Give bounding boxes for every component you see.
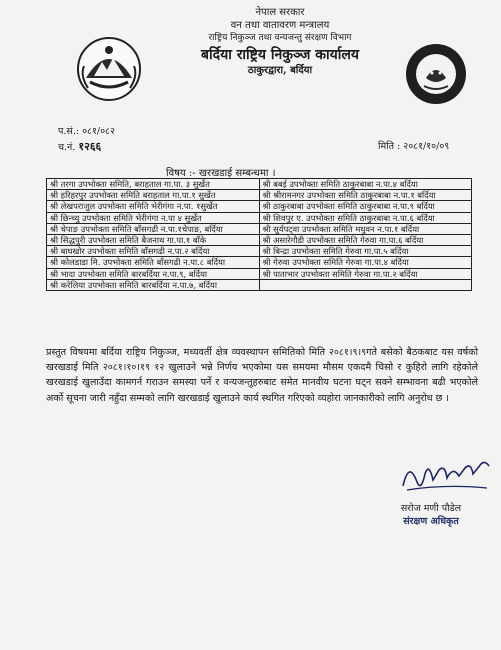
recipients-table xyxy=(46,178,472,291)
dispatch-number xyxy=(58,139,101,154)
recipient-cell: श्री श्रीरामनगर उपभोक्ता समिति ठाकुरबाबा न.पा.१ बर्दिया xyxy=(259,190,472,201)
recipient-cell: श्री ठाकुरबाबा उपभोक्ता समिति ठाकुरबाबा न.पा.९ बर्दिया xyxy=(259,201,472,212)
letter-body: प्रस्तुत विषयमा बर्दिया राष्ट्रिय निकुञ्ज, मध्यवर्ती क्षेत्र व्यवस्थापन समितिको मिति २०८१।९।९गते बसेको बैठकबाट यस वर्षको खरखडाई मिति २०८१।१०।१९ १२ खुलाउने भन्ने निर्णय भएकोमा यस समयमा मौसम एकदमै चिसो र कुहिरो लागि रहेकोले खरखडाई खुलाउँदा कामगर्न गराउन समस्या पर्ने र वन्यजन्तुहरुबाट समेत मानवीय घटना घट्न सक्ने सम्भावना बढी भएकोले अर्को सूचना जारी नहुँदा सम्मको लागि खरखडाई खुलाउने कार्य स्थगित गरिएको व्यहोरा जानकारीको लागि अनुरोध छ । xyxy=(46,347,478,404)
recipient-cell: श्री बबई उपभोक्ता समिति ठाकुरबाबा न.पा.४ बर्दिया xyxy=(259,179,472,190)
signature-icon xyxy=(395,452,495,496)
recipient-row xyxy=(47,179,472,190)
recipient-row xyxy=(47,257,472,268)
government-name: नेपाल सरकार xyxy=(255,7,305,18)
recipient-cell: श्री करेलिया उपभोक्ता समिति बारबर्दिया न.पा.७, बर्दिया xyxy=(47,279,260,290)
letter-date: मिति : २०८१/१०/०९ xyxy=(378,141,450,152)
recipient-row xyxy=(47,246,472,257)
recipient-row xyxy=(47,268,472,279)
recipient-cell: श्री गेरुवा उपभोक्ता समिति गेरुवा गा.पा.४ बर्दिया xyxy=(259,257,472,268)
reference-number: प.सं.: ०८१/०८२ xyxy=(58,126,115,137)
recipient-row xyxy=(47,279,472,290)
office-name: बर्दिया राष्ट्रिय निकुञ्ज कार्यालय xyxy=(201,47,359,63)
bardia-national-park-seal-icon xyxy=(404,42,468,106)
recipient-cell: श्री सिद्धपुरी उपभोक्ता समिति बैजनाथ गा.पा.१ बाँके xyxy=(47,234,260,245)
recipient-cell: श्री असारेगौडी उपभोक्ता समिति गेरुवा गा.पा.६ बर्दिया xyxy=(259,234,472,245)
recipient-cell: श्री शिवपुर ए. उपभोक्ता समिति ठाकुरबाबा न.पा.६ बर्दिया xyxy=(259,212,472,223)
recipient-cell: श्री चेपाङ उपभोक्ता समिति बाँसगढी न.पा.१चेपाङ, बर्दिया xyxy=(47,223,260,234)
recipient-cell: श्री भादा उपभोक्ता समिति बारबर्दिया न.पा.९, बर्दिया xyxy=(47,268,260,279)
recipient-cell: श्री लेखपराजुल उपभोक्ता समिति भेरीगंगा न.पा. १सुर्खेत xyxy=(47,201,260,212)
subject-line: विषय :- खरखडाई सम्बन्धमा । xyxy=(166,168,276,179)
signatory-title: संरक्षण अधिकृत xyxy=(403,516,459,527)
recipient-cell xyxy=(259,279,472,290)
recipient-row xyxy=(47,190,472,201)
recipient-row xyxy=(47,201,472,212)
office-location: ठाकुरद्वारा, बर्दिया xyxy=(247,65,313,76)
recipient-row xyxy=(47,234,472,245)
recipient-cell: श्री हरिहरपुर उपभोक्ता समिति बराहताल गा.पा.१ सुर्खेत xyxy=(47,190,260,201)
ministry-name: वन तथा वातावरण मन्त्रालय xyxy=(230,20,330,31)
department-name: राष्ट्रिय निकुञ्ज तथा वन्यजन्तु संरक्षण विभाग xyxy=(208,33,352,43)
nepal-government-emblem-icon xyxy=(76,36,142,102)
recipient-cell: श्री पाताभार उपभोक्ता समिति गेरुवा गा.पा.२ बर्दिया xyxy=(259,268,472,279)
recipient-cell: श्री सुर्यपट्वा उपभोक्ता समिति मधुवन न.पा.१ बर्दिया xyxy=(259,223,472,234)
recipient-cell: श्री छिन्च्यु उपभोक्ता समिति भेरीगंगा न.पा ४ सुर्खेत xyxy=(47,212,260,223)
recipient-cell: श्री बाघखोर उपभोक्ता समिति बाँसगढी न.पा.२ बर्दिया xyxy=(47,246,260,257)
signatory-name: सरोज मणी पौडेल xyxy=(400,503,462,514)
recipient-cell: श्री बिन्द्रा उपभोक्ता समिति गेरुवा गा.पा.५ बर्दिया xyxy=(259,246,472,257)
dispatch-value: १२६६ xyxy=(78,140,102,153)
recipient-cell: श्री तरगा उपभोक्ता समिति, बराहताल गा.पा. ३ सुर्खेत xyxy=(47,179,260,190)
letterhead xyxy=(150,6,410,78)
dispatch-label: च.नं. xyxy=(58,142,76,153)
recipient-cell: श्री कोलडाडा मि. उपभोक्ता समिति बाँसगढी न.पा.८ बर्दिया xyxy=(47,257,260,268)
signatory-block xyxy=(376,502,486,528)
recipient-row xyxy=(47,223,472,234)
recipient-row xyxy=(47,212,472,223)
